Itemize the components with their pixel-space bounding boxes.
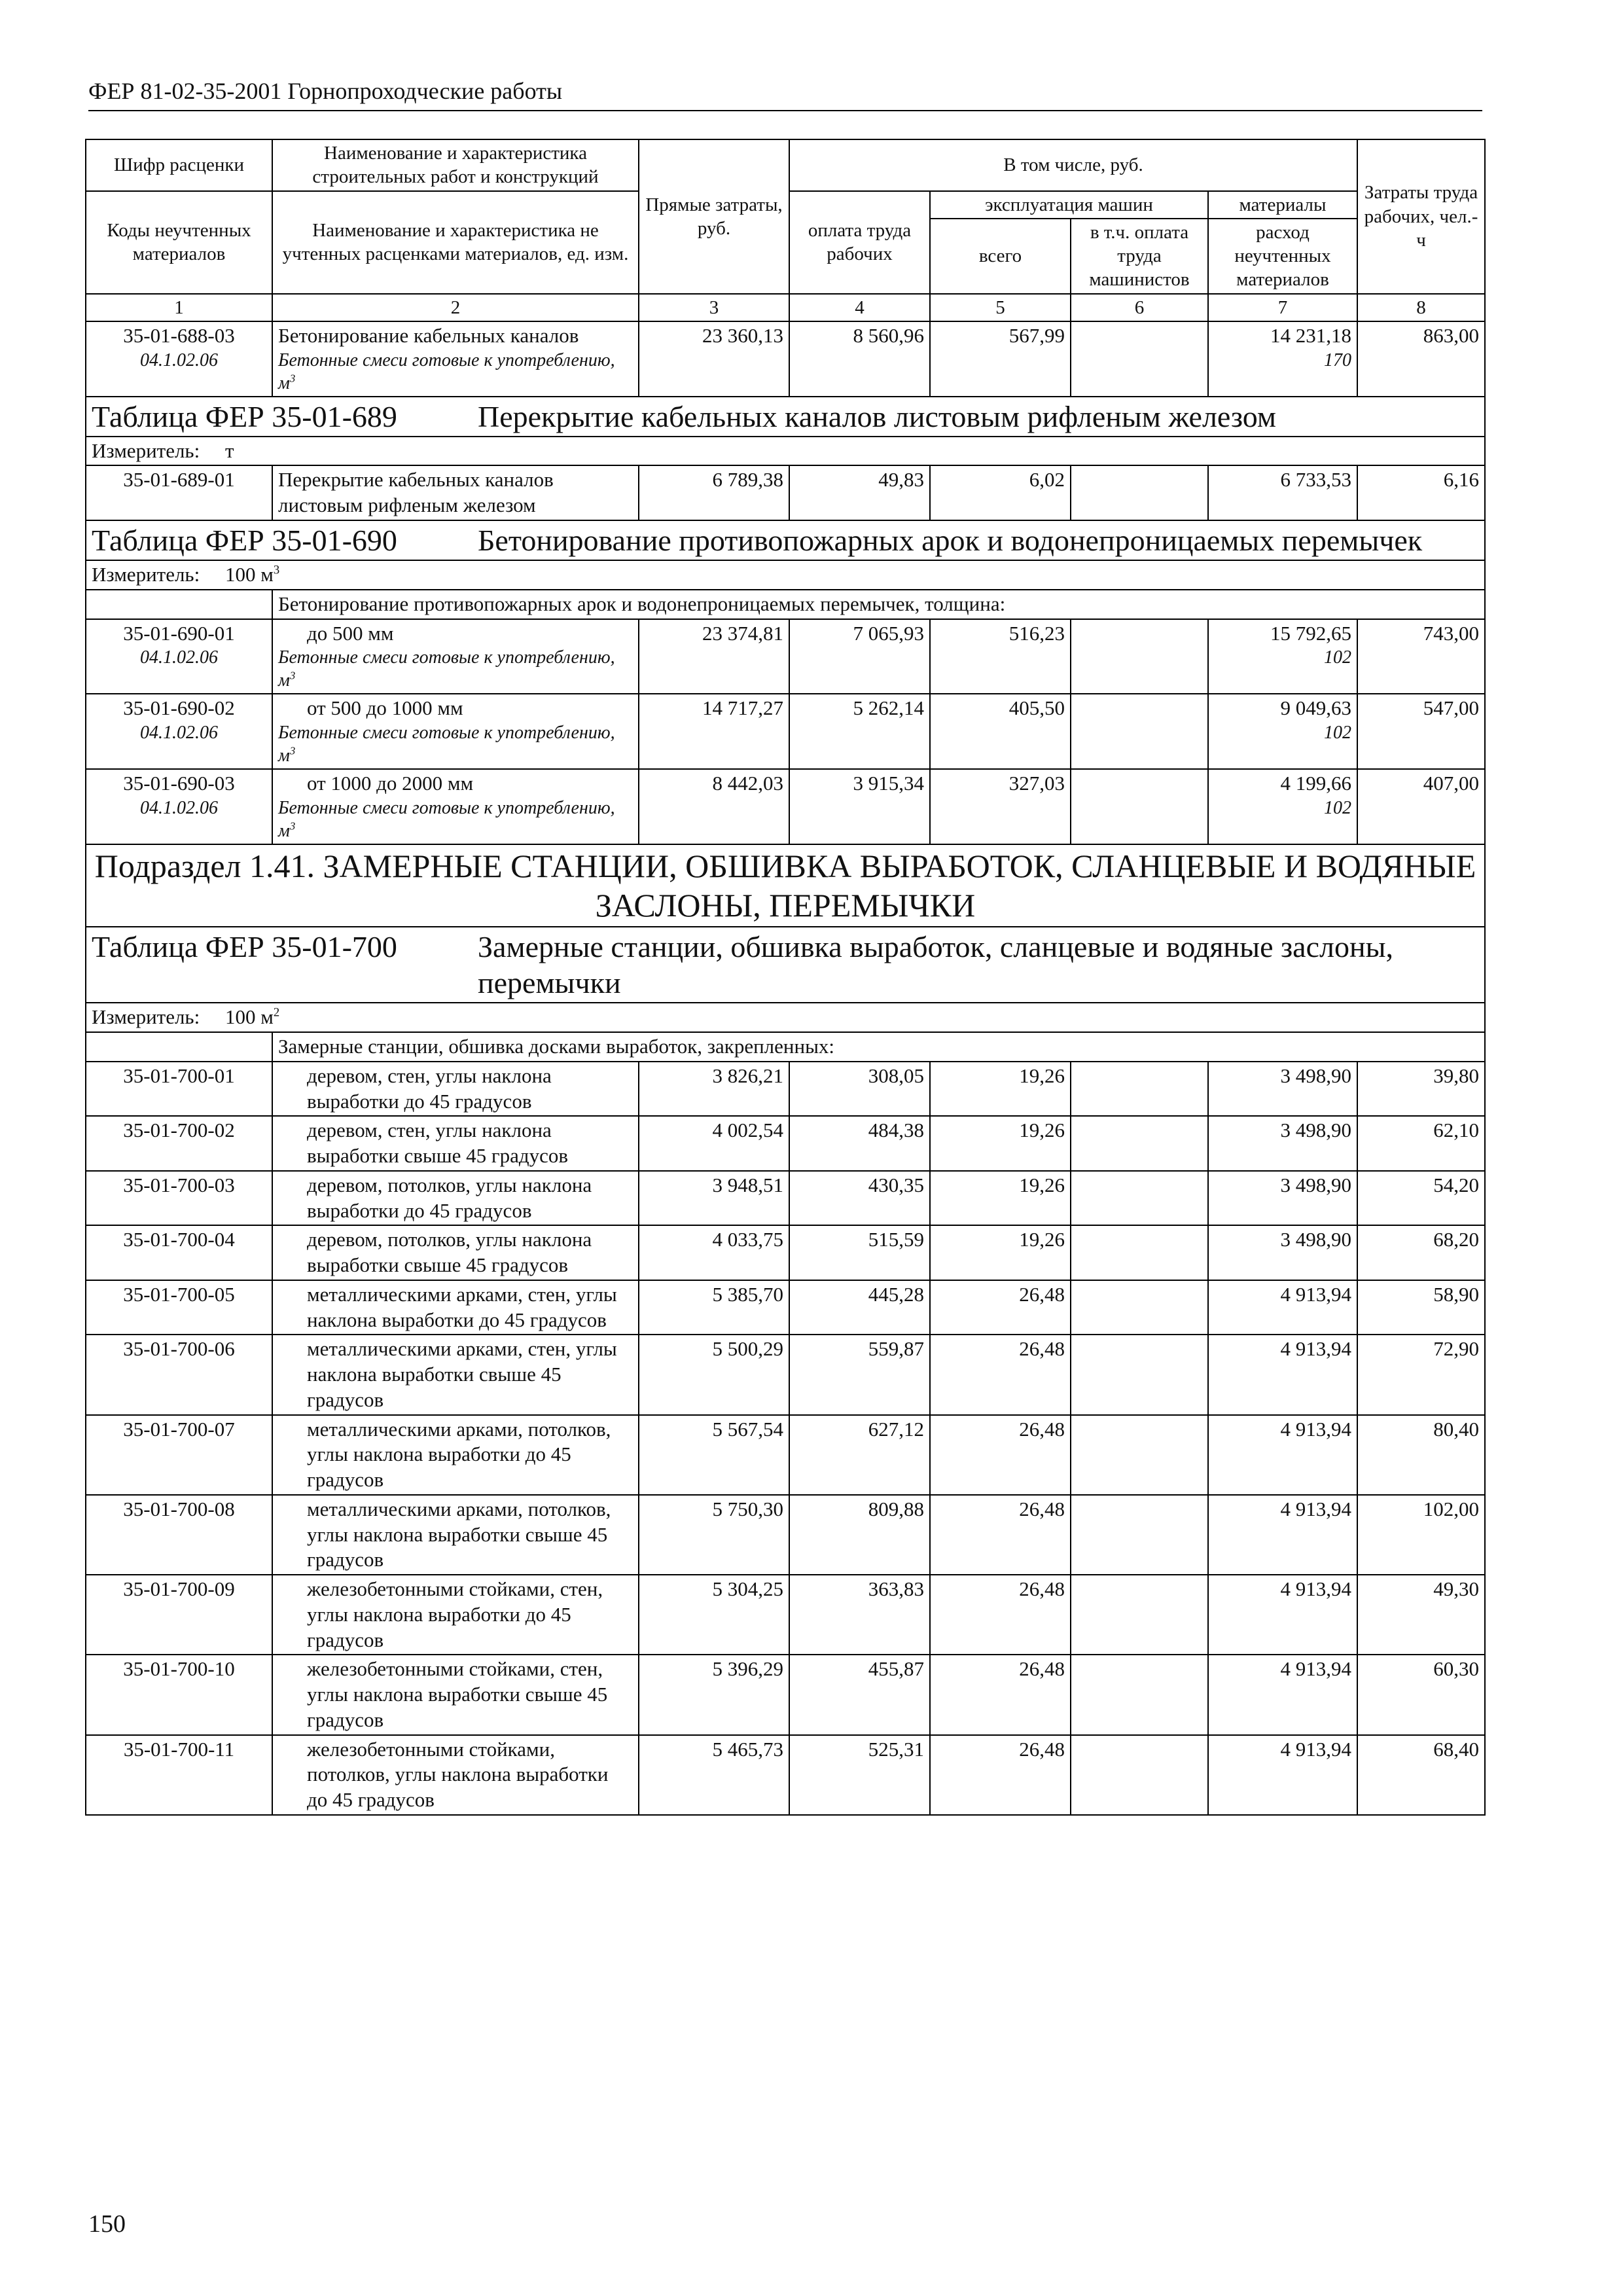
rate-code: 35-01-700-08 (86, 1495, 272, 1575)
labor-pay: 525,31 (789, 1735, 930, 1815)
column-index: 8 (1357, 294, 1485, 321)
machines-total: 19,26 (930, 1116, 1071, 1171)
direct-cost: 5 567,54 (639, 1415, 789, 1495)
rate-name: деревом, стен, углы наклона выработки свыше 45 градусов (272, 1116, 639, 1171)
labor-pay: 7 065,93 (789, 619, 930, 694)
rate-code: 35-01-700-03 (86, 1171, 272, 1226)
unit-power: 3 (289, 819, 296, 833)
machines-labor (1071, 1280, 1208, 1335)
labor-pay: 430,35 (789, 1171, 930, 1226)
unit-power: 3 (289, 372, 296, 385)
t690-rows (86, 619, 1485, 844)
labor-hours: 58,90 (1357, 1280, 1485, 1335)
table-row (86, 1116, 1485, 1171)
materials-cost: 4 913,94 (1208, 1495, 1357, 1575)
column-index: 1 (86, 294, 272, 321)
header-unc-codes: Коды неучтенных материалов (86, 191, 272, 294)
column-index: 7 (1208, 294, 1357, 321)
table-title: Замерные станции, обшивка выработок, сланцевые и водяные заслоны, перемычки (478, 929, 1393, 1000)
table-row (86, 1415, 1485, 1495)
labor-hours: 68,40 (1357, 1735, 1485, 1815)
table-title: Перекрытие кабельных каналов листовым рифленым железом (478, 399, 1277, 433)
table-row (86, 619, 1485, 694)
machines-labor (1071, 1171, 1208, 1226)
unc-material-code: 04.1.02.06 (140, 647, 218, 668)
table-code: Таблица ФЕР 35-01-689 (92, 399, 397, 433)
unit-power: 2 (273, 1005, 280, 1020)
rate-code: 35-01-700-05 (86, 1280, 272, 1335)
machines-labor (1071, 1225, 1208, 1280)
materials-cost: 9 049,63 (1280, 696, 1351, 720)
unc-material-consumption: 170 (1324, 350, 1351, 370)
materials-cost: 4 913,94 (1208, 1280, 1357, 1335)
rate-name: от 1000 до 2000 мм (307, 772, 474, 795)
unit-power: 3 (289, 744, 296, 757)
machines-labor (1071, 1575, 1208, 1655)
header-machines-total: всего (930, 219, 1071, 294)
table-title-row (86, 927, 1485, 1003)
table-row (86, 1335, 1485, 1414)
materials-cost: 4 913,94 (1208, 1735, 1357, 1815)
machines-total: 19,26 (930, 1225, 1071, 1280)
direct-cost: 23 374,81 (639, 619, 789, 694)
machines-total: 26,48 (930, 1335, 1071, 1414)
machines-total: 327,03 (930, 769, 1071, 844)
column-index: 5 (930, 294, 1071, 321)
machines-labor (1071, 1062, 1208, 1117)
rate-code: 35-01-700-01 (86, 1062, 272, 1117)
unit-power: 3 (289, 670, 296, 683)
header-machines: эксплуатация машин (930, 191, 1208, 219)
rate-name: деревом, стен, углы наклона выработки до 45 градусов (272, 1062, 639, 1117)
materials-cost: 4 199,66 (1280, 772, 1351, 795)
header-labor: Затраты труда рабочих, чел.-ч (1357, 139, 1485, 294)
labor-hours: 39,80 (1357, 1062, 1485, 1117)
table-row (86, 1171, 1485, 1226)
machines-total: 19,26 (930, 1062, 1071, 1117)
table-row (86, 1575, 1485, 1655)
rate-name: металлическими арками, стен, углы наклона выработки до 45 градусов (272, 1280, 639, 1335)
rate-code: 35-01-688-03 (123, 323, 235, 347)
unc-material-code: 04.1.02.06 (140, 797, 218, 818)
rate-code: 35-01-700-06 (86, 1335, 272, 1414)
labor-pay: 308,05 (789, 1062, 930, 1117)
measure-row (86, 437, 1485, 466)
rate-code: 35-01-690-02 (123, 696, 235, 720)
measure-row (86, 560, 1485, 590)
materials-cost: 4 913,94 (1208, 1655, 1357, 1734)
machines-labor (1071, 321, 1208, 397)
labor-hours: 102,00 (1357, 1495, 1485, 1575)
rate-name: металлическими арками, потолков, углы наклона выработки свыше 45 градусов (272, 1495, 639, 1575)
rate-code: 35-01-690-03 (123, 772, 235, 795)
machines-total: 516,23 (930, 619, 1071, 694)
table-row (86, 1655, 1485, 1734)
section-title: Подраздел 1.41. ЗАМЕРНЫЕ СТАНЦИИ, ОБШИВКА ВЫРАБОТОК, СЛАНЦЕВЫЕ И ВОДЯНЫЕ ЗАСЛОНЫ, ПЕРЕМЫЧКИ (86, 844, 1485, 927)
group-head: Замерные станции, обшивка досками выработок, закрепленных: (272, 1032, 1485, 1062)
table-code: Таблица ФЕР 35-01-690 (92, 523, 397, 557)
labor-pay: 515,59 (789, 1225, 930, 1280)
measure-unit: 100 м (224, 563, 274, 586)
table-row (86, 1062, 1485, 1117)
rate-name: металлическими арками, стен, углы наклона выработки свыше 45 градусов (272, 1335, 639, 1414)
machines-total: 405,50 (930, 694, 1071, 769)
rates-table-wrap (85, 139, 1484, 1816)
direct-cost: 23 360,13 (639, 321, 789, 397)
unit-power: 3 (273, 563, 280, 577)
machines-total: 19,26 (930, 1171, 1071, 1226)
unc-material-consumption: 102 (1324, 797, 1351, 818)
table-row (86, 694, 1485, 769)
labor-pay: 445,28 (789, 1280, 930, 1335)
materials-cost: 4 913,94 (1208, 1335, 1357, 1414)
materials-cost: 15 792,65 (1270, 621, 1351, 645)
table-row (86, 465, 1485, 520)
rate-code: 35-01-690-01 (123, 621, 235, 645)
header-direct: Прямые затраты, руб. (639, 139, 789, 294)
labor-hours: 80,40 (1357, 1415, 1485, 1495)
materials-cost: 4 913,94 (1208, 1575, 1357, 1655)
column-index: 4 (789, 294, 930, 321)
unc-material-name: Бетонные смеси готовые к употреблению, м (278, 723, 615, 766)
direct-cost: 5 304,25 (639, 1575, 789, 1655)
rate-name: железобетонными стойками, потолков, углы наклона выработки до 45 градусов (272, 1735, 639, 1815)
machines-labor (1071, 1335, 1208, 1414)
header-machines-labor: в т.ч. оплата труда машинистов (1071, 219, 1208, 294)
table-row (86, 1280, 1485, 1335)
materials-cost: 6 733,53 (1208, 465, 1357, 520)
machines-total: 26,48 (930, 1735, 1071, 1815)
labor-hours: 863,00 (1357, 321, 1485, 397)
table-row (86, 321, 1485, 397)
direct-cost: 5 385,70 (639, 1280, 789, 1335)
column-index: 3 (639, 294, 789, 321)
unc-material-consumption: 102 (1324, 723, 1351, 744)
machines-total: 26,48 (930, 1280, 1071, 1335)
labor-pay: 49,83 (789, 465, 930, 520)
t700-rows (86, 1062, 1485, 1815)
machines-labor (1071, 1655, 1208, 1734)
machines-labor (1071, 1495, 1208, 1575)
labor-pay: 484,38 (789, 1116, 930, 1171)
labor-pay: 627,12 (789, 1415, 930, 1495)
group-head: Бетонирование противопожарных арок и водонепроницаемых перемычек, толщина: (272, 590, 1485, 619)
rate-name: до 500 мм (307, 621, 394, 645)
direct-cost: 14 717,27 (639, 694, 789, 769)
direct-cost: 3 948,51 (639, 1171, 789, 1226)
unc-material-code: 04.1.02.06 (140, 350, 218, 370)
column-index: 6 (1071, 294, 1208, 321)
machines-total: 26,48 (930, 1495, 1071, 1575)
measure-label: Измеритель: (92, 439, 200, 462)
direct-cost: 4 033,75 (639, 1225, 789, 1280)
labor-pay: 455,87 (789, 1655, 930, 1734)
materials-cost: 14 231,18 (1270, 323, 1351, 347)
labor-pay: 5 262,14 (789, 694, 930, 769)
group-row (86, 590, 1485, 619)
header-unc-name: Наименование и характеристика не учтенных расценками материалов, ед. изм. (272, 191, 639, 294)
rate-code: 35-01-700-02 (86, 1116, 272, 1171)
rate-code: 35-01-700-11 (86, 1735, 272, 1815)
page-number: 150 (88, 2210, 126, 2238)
labor-hours: 743,00 (1357, 619, 1485, 694)
direct-cost: 3 826,21 (639, 1062, 789, 1117)
machines-labor (1071, 1735, 1208, 1815)
labor-hours: 72,90 (1357, 1335, 1485, 1414)
header-labor-pay: оплата труда рабочих (789, 191, 930, 294)
table-row (86, 769, 1485, 844)
machines-labor (1071, 465, 1208, 520)
labor-hours: 547,00 (1357, 694, 1485, 769)
labor-hours: 62,10 (1357, 1116, 1485, 1171)
labor-pay: 3 915,34 (789, 769, 930, 844)
measure-label: Измеритель: (92, 1005, 200, 1029)
unc-material-name: Бетонные смеси готовые к употреблению, м (278, 797, 615, 841)
rate-name: железобетонными стойками, стен, углы наклона выработки до 45 градусов (272, 1575, 639, 1655)
direct-cost: 6 789,38 (639, 465, 789, 520)
unc-material-name: Бетонные смеси готовые к употреблению, м (278, 350, 615, 393)
labor-hours: 68,20 (1357, 1225, 1485, 1280)
measure-unit: т (224, 439, 234, 462)
materials-cost: 4 913,94 (1208, 1415, 1357, 1495)
labor-hours: 60,30 (1357, 1655, 1485, 1734)
materials-cost: 3 498,90 (1208, 1116, 1357, 1171)
labor-hours: 6,16 (1357, 465, 1485, 520)
materials-cost: 3 498,90 (1208, 1062, 1357, 1117)
labor-pay: 363,83 (789, 1575, 930, 1655)
labor-pay: 559,87 (789, 1335, 930, 1414)
machines-total: 6,02 (930, 465, 1071, 520)
table-title-row (86, 520, 1485, 560)
rate-code: 35-01-689-01 (86, 465, 272, 520)
page-header: ФЕР 81-02-35-2001 Горнопроходческие работы (88, 77, 1482, 111)
machines-total: 567,99 (930, 321, 1071, 397)
measure-row (86, 1003, 1485, 1032)
group-row (86, 1032, 1485, 1062)
unc-material-code: 04.1.02.06 (140, 723, 218, 744)
rate-name: от 500 до 1000 мм (307, 696, 463, 720)
rate-name: металлическими арками, потолков, углы наклона выработки до 45 градусов (272, 1415, 639, 1495)
machines-total: 26,48 (930, 1655, 1071, 1734)
materials-cost: 3 498,90 (1208, 1171, 1357, 1226)
table-row (86, 1225, 1485, 1280)
machines-labor (1071, 1116, 1208, 1171)
table-row (86, 1495, 1485, 1575)
table-header (86, 139, 1485, 321)
machines-labor (1071, 769, 1208, 844)
machines-labor (1071, 1415, 1208, 1495)
column-index: 2 (272, 294, 639, 321)
table-title: Бетонирование противопожарных арок и водонепроницаемых перемычек (478, 523, 1423, 557)
direct-cost: 5 465,73 (639, 1735, 789, 1815)
unc-material-name: Бетонные смеси готовые к употреблению, м (278, 647, 615, 691)
direct-cost: 5 750,30 (639, 1495, 789, 1575)
header-unc-consumption: расход неучтенных материалов (1208, 219, 1357, 294)
rate-name: железобетонными стойками, стен, углы наклона выработки свыше 45 градусов (272, 1655, 639, 1734)
section-row (86, 844, 1485, 927)
rate-name: деревом, потолков, углы наклона выработки свыше 45 градусов (272, 1225, 639, 1280)
header-materials: материалы (1208, 191, 1357, 219)
table-code: Таблица ФЕР 35-01-700 (92, 929, 397, 963)
labor-pay: 809,88 (789, 1495, 930, 1575)
labor-hours: 407,00 (1357, 769, 1485, 844)
table-row (86, 1735, 1485, 1815)
machines-total: 26,48 (930, 1415, 1071, 1495)
machines-labor (1071, 694, 1208, 769)
rate-code: 35-01-700-07 (86, 1415, 272, 1495)
materials-cost: 3 498,90 (1208, 1225, 1357, 1280)
table-title-row (86, 397, 1485, 437)
header-name: Наименование и характеристика строительных работ и конструкций (272, 139, 639, 191)
direct-cost: 4 002,54 (639, 1116, 789, 1171)
unc-material-consumption: 102 (1324, 647, 1351, 668)
header-incl: В том числе, руб. (789, 139, 1357, 191)
header-code: Шифр расценки (86, 139, 272, 191)
labor-pay: 8 560,96 (789, 321, 930, 397)
rates-table (85, 139, 1486, 1816)
labor-hours: 54,20 (1357, 1171, 1485, 1226)
labor-hours: 49,30 (1357, 1575, 1485, 1655)
rate-code: 35-01-700-04 (86, 1225, 272, 1280)
rate-name: Бетонирование кабельных каналов (278, 323, 579, 347)
column-index-row (86, 294, 1485, 321)
machines-total: 26,48 (930, 1575, 1071, 1655)
rate-name: деревом, потолков, углы наклона выработки до 45 градусов (272, 1171, 639, 1226)
direct-cost: 5 396,29 (639, 1655, 789, 1734)
direct-cost: 5 500,29 (639, 1335, 789, 1414)
measure-label: Измеритель: (92, 563, 200, 586)
direct-cost: 8 442,03 (639, 769, 789, 844)
rate-code: 35-01-700-10 (86, 1655, 272, 1734)
rate-name: Перекрытие кабельных каналов листовым рифленым железом (272, 465, 639, 520)
rate-code: 35-01-700-09 (86, 1575, 272, 1655)
machines-labor (1071, 619, 1208, 694)
measure-unit: 100 м (224, 1005, 274, 1029)
